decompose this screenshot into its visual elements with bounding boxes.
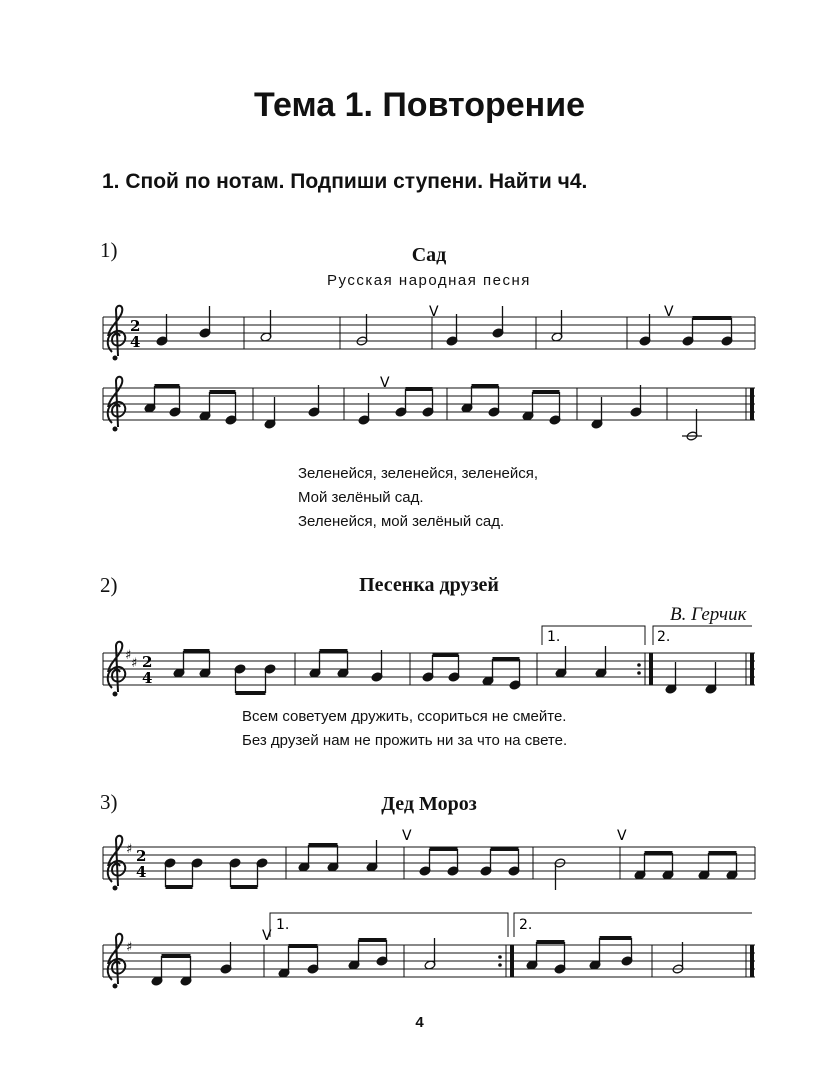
volta-1-label: 1. bbox=[547, 629, 561, 645]
song-3-title: Дед Мороз bbox=[381, 793, 477, 815]
time-signature-top: 2 bbox=[142, 653, 153, 671]
song-1-number: 1) bbox=[100, 238, 118, 262]
time-signature-top: 2 bbox=[130, 317, 141, 335]
song-2-number: 2) bbox=[100, 573, 118, 597]
song-3-number: 3) bbox=[100, 790, 118, 814]
breath-mark: V bbox=[617, 828, 627, 844]
staff-song1-line1 bbox=[103, 304, 755, 361]
volta-2-label: 2. bbox=[519, 917, 533, 933]
time-signature-bottom: 4 bbox=[136, 863, 147, 881]
lyrics-line: Мой зелёный сад. bbox=[298, 489, 424, 506]
notes bbox=[144, 385, 702, 441]
breath-mark: V bbox=[664, 304, 674, 320]
page-title: Тема 1. Повторение bbox=[253, 86, 586, 124]
song-1-title: Сад bbox=[411, 244, 447, 266]
time-signature-top: 2 bbox=[136, 847, 147, 865]
sharp-icon: ♯ bbox=[126, 940, 133, 955]
lyrics-line: Без друзей нам не прожить ни за что на свете. bbox=[242, 732, 568, 749]
volta-2-label: 2. bbox=[657, 629, 671, 645]
staff-song3-line1 bbox=[103, 828, 755, 891]
lyrics-line: Зеленейся, зеленейся, зеленейся, bbox=[298, 465, 539, 482]
staff-song1-line2 bbox=[103, 375, 755, 441]
breath-mark: V bbox=[429, 304, 439, 320]
volta-1-label: 1. bbox=[276, 917, 290, 933]
song-2-title: Песенка друзей bbox=[359, 574, 499, 596]
page-number: 4 bbox=[415, 1014, 424, 1031]
song-2-composer: В. Герчик bbox=[670, 604, 747, 625]
staff-song2 bbox=[103, 626, 755, 697]
breath-mark: V bbox=[402, 828, 412, 844]
breath-mark: V bbox=[380, 375, 390, 391]
lyrics-line: Всем советуем дружить, ссориться не смейте. bbox=[242, 708, 567, 725]
sharp-icon: ♯ bbox=[131, 656, 138, 671]
lyrics-line: Зеленейся, мой зелёный сад. bbox=[298, 513, 505, 530]
song-1-subtitle: Русская народная песня bbox=[327, 272, 531, 289]
notes bbox=[156, 306, 733, 346]
breath-mark: V bbox=[262, 928, 272, 944]
task-heading: 1. Спой по нотам. Подпиши ступени. Найти ч4. bbox=[102, 170, 588, 193]
staff-song3-line2 bbox=[103, 913, 755, 989]
time-signature-bottom: 4 bbox=[142, 669, 153, 687]
sharp-icon: ♯ bbox=[126, 842, 133, 857]
sharp-icon: ♯ bbox=[125, 648, 132, 663]
time-signature-bottom: 4 bbox=[130, 333, 141, 351]
